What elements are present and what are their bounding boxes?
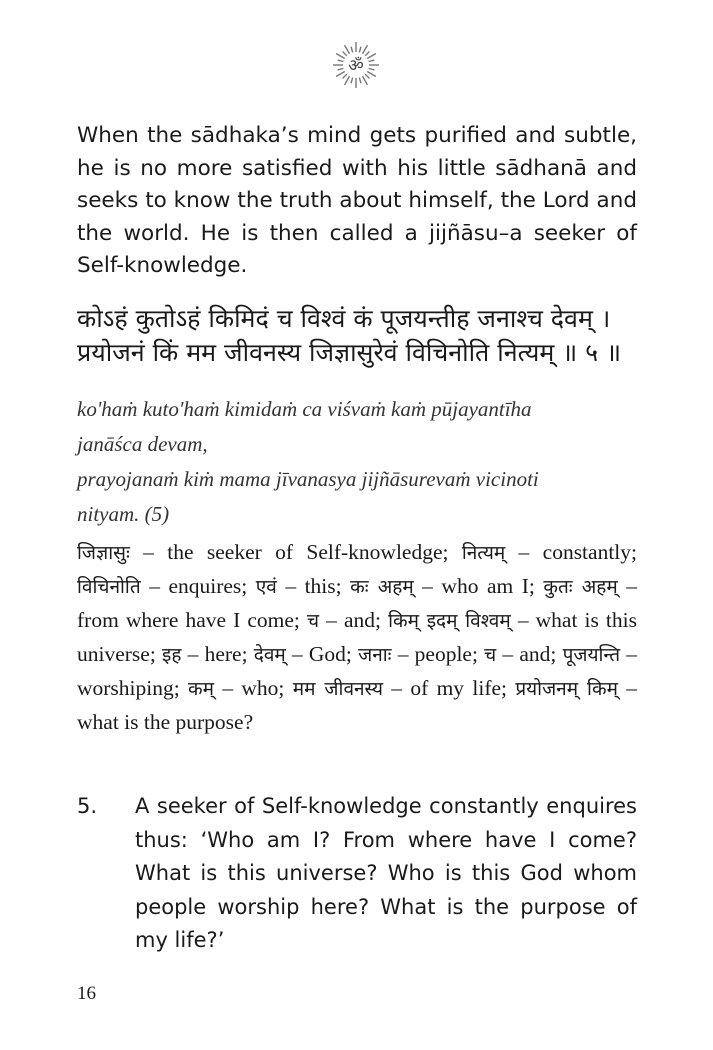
glossary-meaning: – what is the purpose? (77, 676, 638, 734)
glossary-term: च (307, 610, 320, 632)
sunburst-ray (359, 78, 361, 84)
sunburst-ray (343, 74, 347, 78)
sunburst-ray (336, 72, 345, 77)
sunburst-ray (343, 52, 347, 56)
sunburst-ray (365, 52, 369, 56)
glossary-term: किम् इदम् विश्वम् (388, 610, 511, 632)
glossary-term: कम् (188, 678, 215, 700)
glossary-term: च (484, 644, 497, 666)
glossary-term: कः अहम् (350, 576, 414, 598)
glossary-meaning: – worshiping; (77, 642, 638, 700)
verse-translation-text: A seeker of Self-knowledge constantly enquires thus: ‘Who am I? From where have I come? What is this universe? Who is this God whom people worship here? What is the purpose of my life?’ (135, 794, 637, 952)
sunburst-ray (359, 47, 361, 53)
sunburst-ray (345, 45, 350, 54)
glossary-term: देवम् (253, 644, 286, 666)
glossary-meaning: – what is this universe; (77, 608, 637, 666)
glossary-term: जिज्ञासुः (77, 542, 130, 564)
transliteration-line-3: prayojanaṁ kiṁ mama jīvanasya jijñāsurevaṁ vicinoti (77, 467, 539, 491)
verse-transliteration (77, 392, 637, 532)
transliteration-line-2: janāśca devam, (77, 432, 208, 456)
glossary-meaning: – from where have I come; (77, 574, 637, 632)
sunburst-ray (363, 45, 368, 54)
glossary-meaning: – people; (391, 642, 485, 666)
sunburst-ray (367, 54, 376, 59)
glossary-term: पूजयन्ति (562, 644, 621, 666)
glossary-term: एवं (255, 576, 277, 598)
sunburst-ray (363, 76, 368, 85)
verse-devanagari-line-1: कोऽहं कुतोऽहं किमिदं च विश्वं कं पूजयन्तीह जनाश्च देवम् । (77, 304, 611, 333)
verse-devanagari-line-2: प्रयोजनं किं मम जीवनस्य जिज्ञासुरेवं विचिनोति नित्यम् ॥ ५ ॥ (77, 338, 622, 367)
glossary-meaning: – enquires; (140, 574, 256, 598)
sunburst-ray (367, 72, 376, 77)
om-glyph: ॐ (348, 56, 364, 76)
sunburst-ray (369, 68, 375, 70)
sunburst-ray (345, 76, 350, 85)
sunburst-ray (338, 68, 344, 70)
glossary-meaning: – who am I; (413, 574, 544, 598)
glossary-term: इह (162, 644, 182, 666)
verse-number: 5. (77, 794, 98, 818)
glossary-meaning: – who; (214, 676, 293, 700)
glossary-term: विचिनोति (77, 576, 141, 598)
verse-translation (77, 790, 637, 958)
word-glossary (77, 536, 637, 739)
sunburst-ray (336, 54, 345, 59)
glossary-meaning: – the seeker of Self-knowledge; (129, 540, 462, 564)
verse-devanagari (77, 302, 657, 370)
glossary-term: जनाः (358, 644, 392, 666)
sunburst-ray (369, 60, 375, 62)
glossary-term: नित्यम् (461, 542, 506, 564)
glossary-meaning: – and; (319, 608, 389, 632)
om-sunburst-icon (331, 40, 381, 90)
glossary-meaning: – of my life; (382, 676, 516, 700)
sunburst-ray (351, 78, 353, 84)
transliteration-line-1: ko'haṁ kuto'haṁ kimidaṁ ca viśvaṁ kaṁ pūjayantīha (77, 397, 532, 421)
sunburst-ray (351, 47, 353, 53)
sunburst-ray (338, 60, 344, 62)
glossary-meaning: – God; (285, 642, 359, 666)
glossary-meaning: – this; (276, 574, 351, 598)
glossary-meaning: – and; (496, 642, 563, 666)
glossary-term: मम जीवनस्य (292, 678, 383, 700)
transliteration-line-4: nityam. (5) (77, 502, 170, 526)
glossary-term: प्रयोजनम् किम् (515, 678, 618, 700)
glossary-meaning: – constantly; (505, 540, 637, 564)
page-number: 16 (77, 983, 96, 1004)
glossary-term: कुतः अहम् (543, 576, 618, 598)
sunburst-ray (365, 74, 369, 78)
glossary-meaning: – here; (181, 642, 254, 666)
intro-paragraph: When the sādhaka’s mind gets purified and subtle, he is no more satisfied with his little sādhanā and seeks to know the truth about himself, the Lord and the world. He is then called a jijñāsu–a seeker of Self-knowledge. (77, 123, 637, 278)
